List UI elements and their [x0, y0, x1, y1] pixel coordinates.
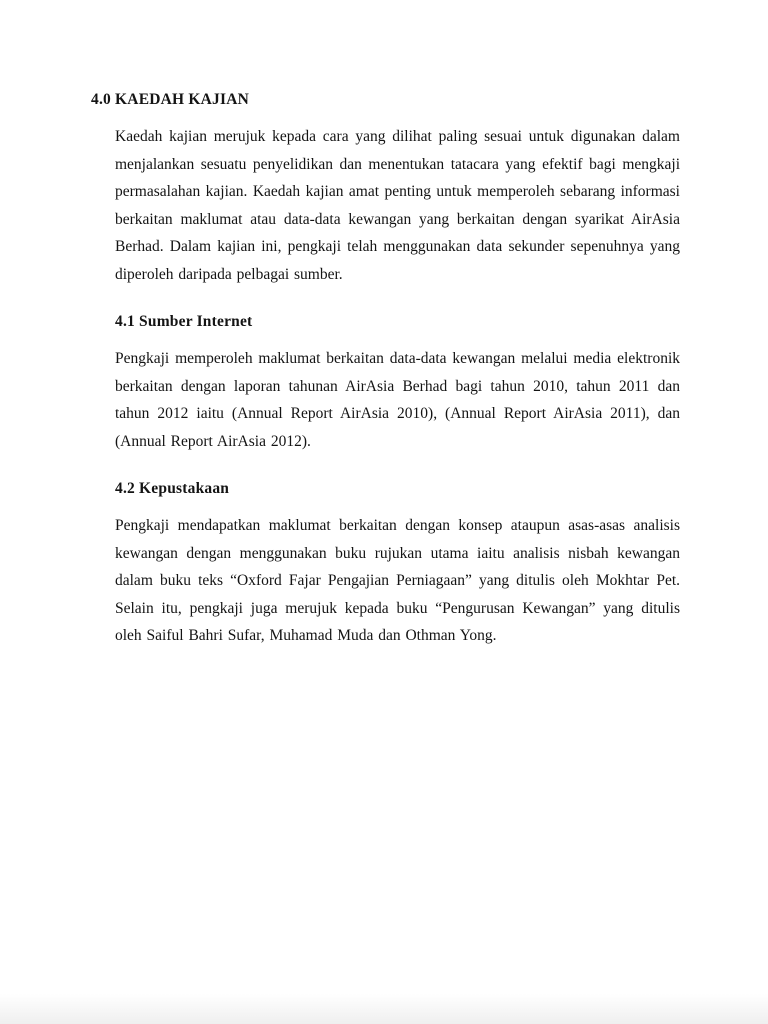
page-bottom-edge	[0, 994, 768, 1024]
paragraph: Kaedah kajian merujuk kepada cara yang dilihat paling sesuai untuk digunakan dalam menjalankan sesuatu penyelidikan dan menentukan tatacara yang efektif bagi mengkaji permasalahan kajian. Kaedah kajian amat penting untuk memperoleh sebarang informasi berkaitan maklumat atau data-data kewangan yang berkaitan dengan syarikat AirAsia Berhad. Dalam kajian ini, pengkaji telah menggunakan data sekunder sepenuhnya yang diperoleh daripada pelbagai sumber.	[115, 128, 680, 283]
paragraph: Pengkaji mendapatkan maklumat berkaitan dengan konsep ataupun asas-asas analisis kewangan dengan menggunakan buku rujukan utama iaitu analisis nisbah kewangan dalam buku teks “Oxford Fajar Pengajian Perniagaan” yang ditulis oleh Mokhtar Pet. Selain itu, pengkaji juga merujuk kepada buku “Pengurusan Kewangan” yang ditulis oleh Saiful Bahri Sufar, Muhamad Muda dan Othman Yong.	[115, 517, 680, 644]
section-kepustakaan	[91, 479, 680, 650]
paragraph: Pengkaji memperoleh maklumat berkaitan data-data kewangan melalui media elektronik berkaitan dengan laporan tahunan AirAsia Berhad bagi tahun 2010, tahun 2011 dan tahun 2012 iaitu (Annual Report AirAsia 2010), (Annual Report AirAsia 2011), dan (Annual Report AirAsia 2012).	[115, 350, 680, 450]
section-heading: 4.1 Sumber Internet	[115, 313, 253, 330]
section-kaedah-kajian	[91, 90, 680, 288]
document-content	[91, 90, 680, 650]
section-heading: 4.2 Kepustakaan	[115, 480, 230, 497]
section-sumber-internet	[91, 312, 680, 455]
section-heading: 4.0 KAEDAH KAJIAN	[91, 91, 249, 108]
